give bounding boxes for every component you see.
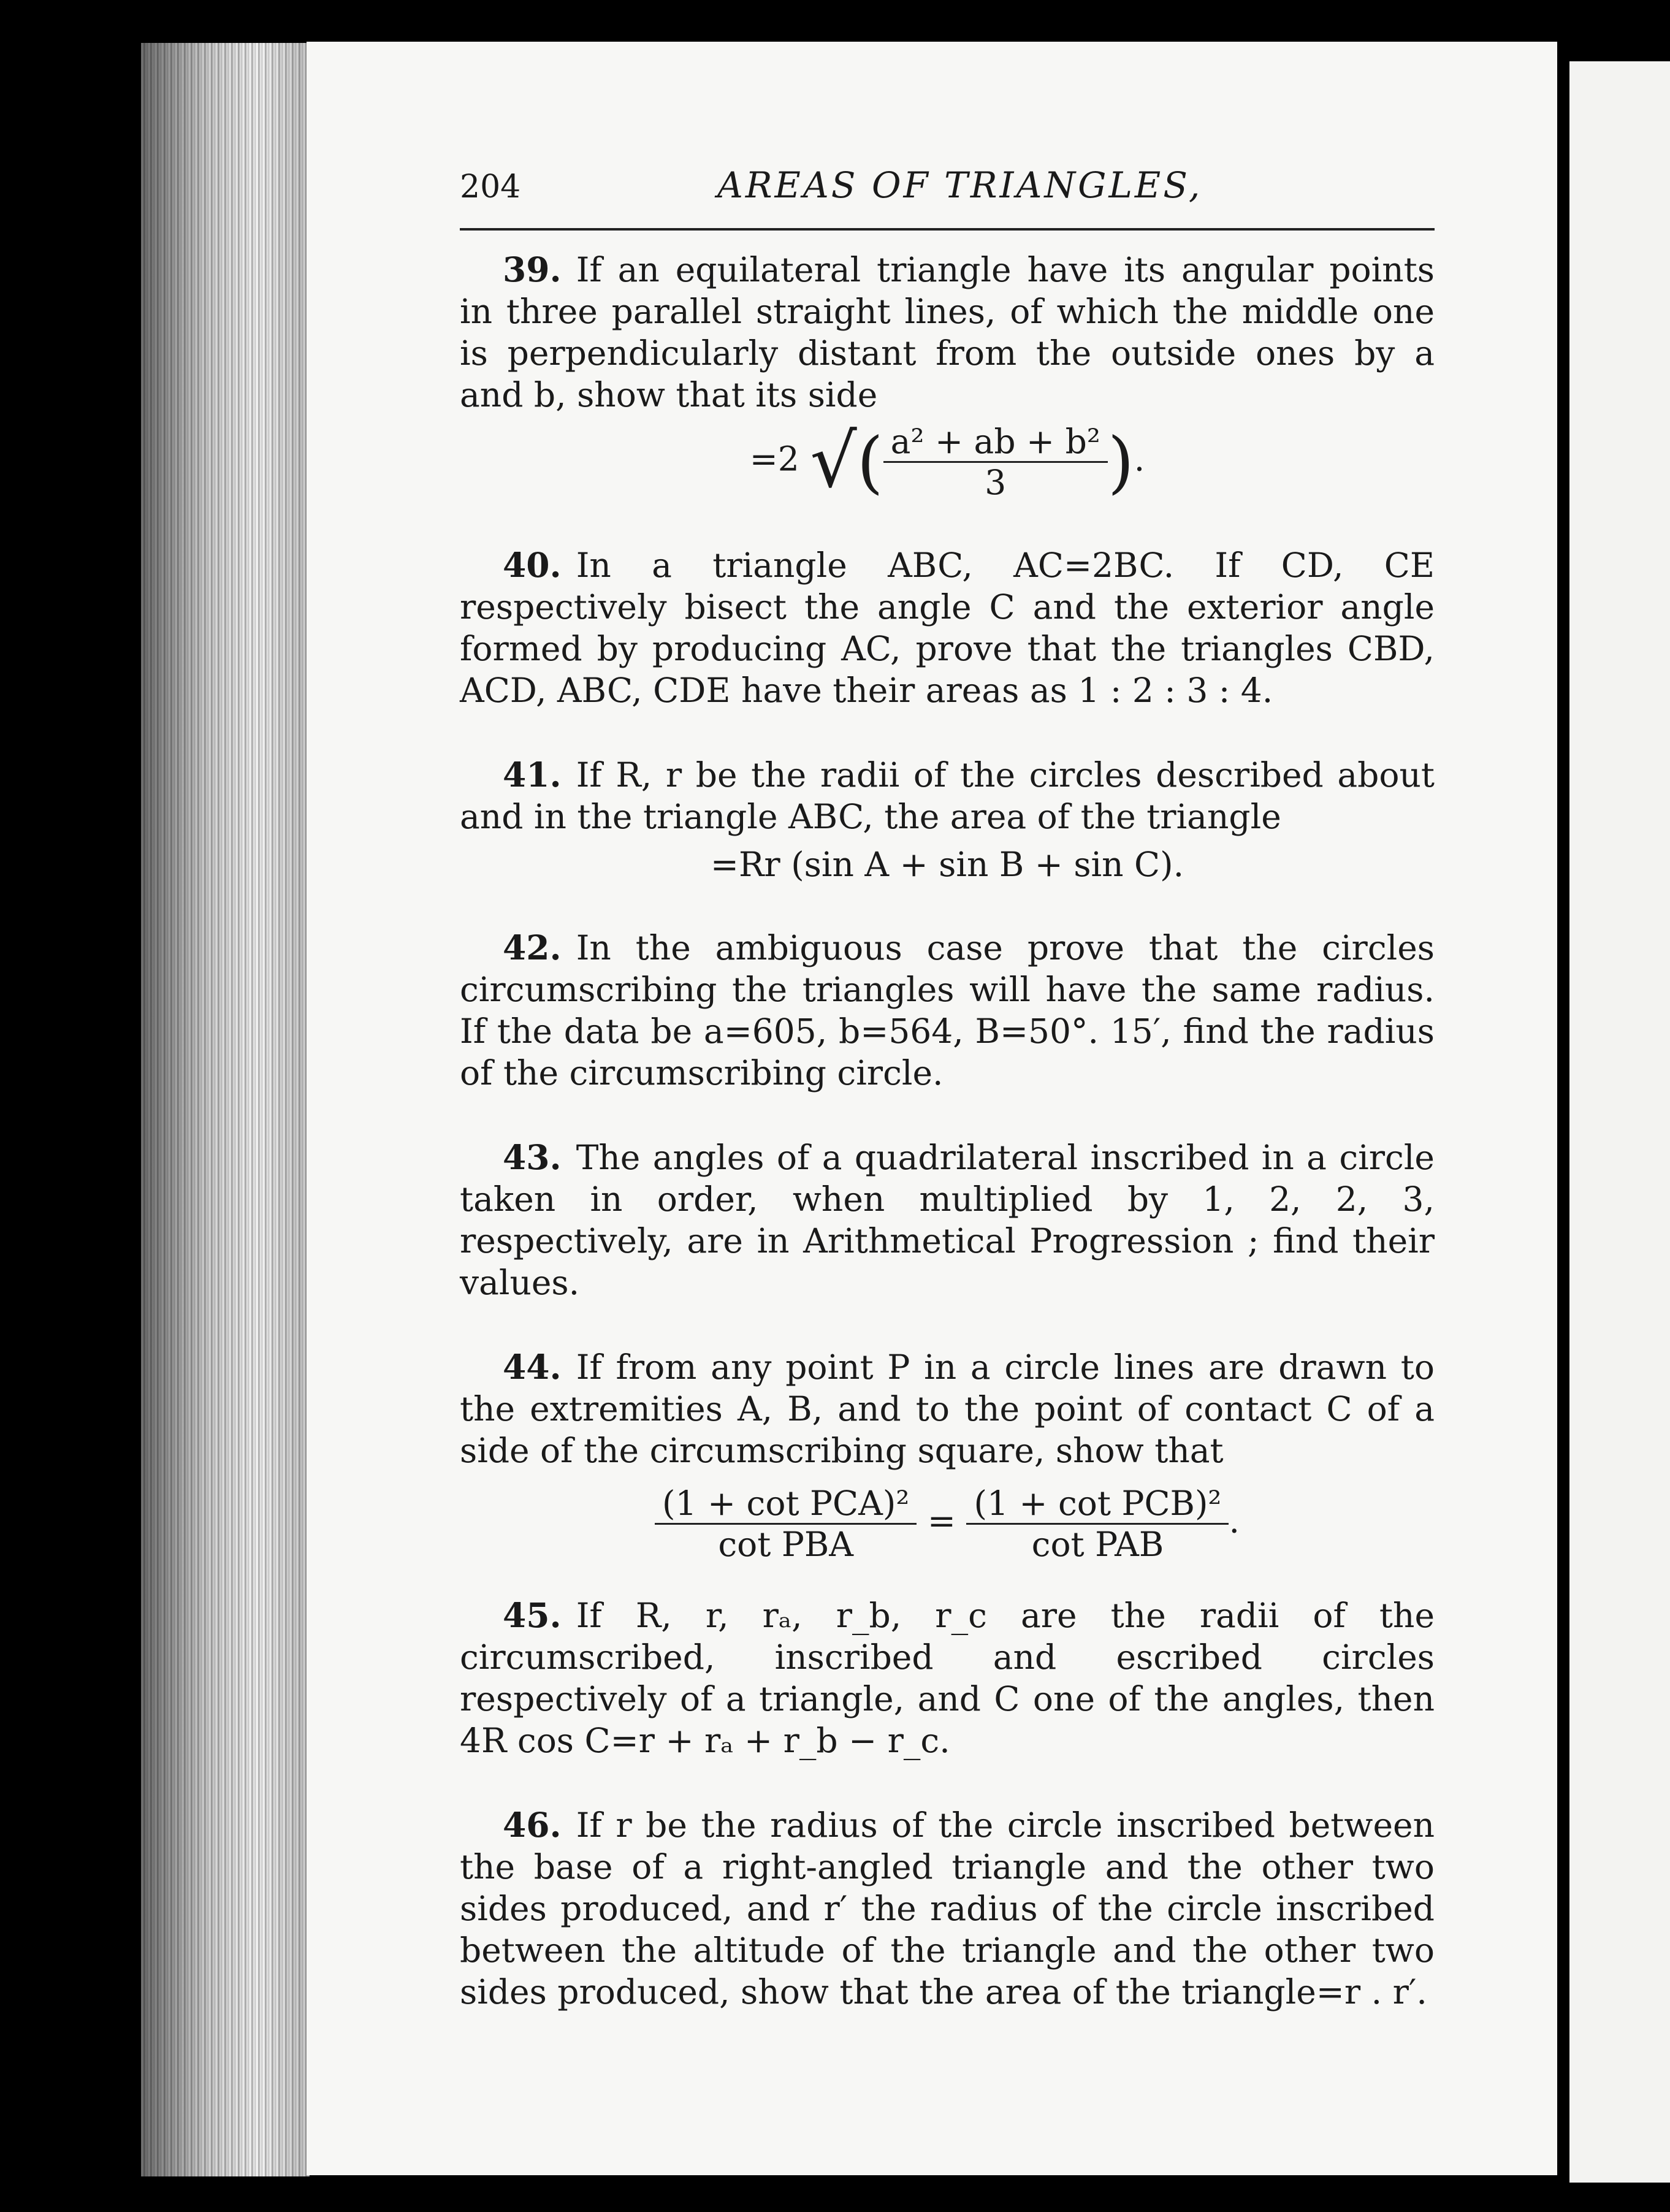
- right-fraction: [966, 1484, 1229, 1564]
- problem-42: [460, 927, 1435, 1094]
- problem-text: If R, r, rₐ, r_b, r_c are the radii of the circumscribed, inscribed and escribed circles respectively of a triangle, and C one of the angles, then 4R cos C=r + rₐ + r_b − r_c.: [460, 1596, 1435, 1760]
- problem-41: [460, 754, 1435, 837]
- problem-text: If R, r be the radii of the circles described about and in the triangle ABC, the area of the triangle: [460, 755, 1435, 836]
- problem-text: If an equilateral triangle have its angular points in three parallel straight lines, of which the middle one is perpendicularly distant from the outside ones by a and b, show that its side: [460, 250, 1435, 414]
- facing-page-edge: [1569, 61, 1670, 2183]
- problem-number: 44.: [503, 1347, 562, 1387]
- problem-text: If from any point P in a circle lines are drawn to the extremities A, B, and to the point of contact C of a side of the circumscribing square, show that: [460, 1348, 1435, 1470]
- formula-prefix: =2: [749, 439, 799, 479]
- formula-39: [460, 419, 1435, 514]
- fraction: [883, 422, 1108, 502]
- problem-number: 45.: [503, 1595, 562, 1635]
- problem-43: [460, 1137, 1435, 1303]
- formula-41: [460, 845, 1435, 884]
- problem-number: 42.: [503, 928, 562, 967]
- problem-46: [460, 1804, 1435, 2013]
- book-page: [307, 42, 1557, 2175]
- book-edge-shadow: [141, 43, 310, 2176]
- close-paren: ): [1107, 422, 1134, 502]
- page-number: 204: [460, 169, 521, 205]
- problem-text: If r be the radius of the circle inscribed between the base of a right-angled triangle and the other two sides produced, and r′ the radius of the circle inscribed between the altitude of the triangle and the other two sides produced, show that the area of the triangle=r . r′.: [460, 1806, 1435, 2012]
- formula-suffix: .: [1134, 439, 1145, 479]
- formula-text: =Rr (sin A + sin B + sin C).: [710, 845, 1184, 884]
- problem-number: 46.: [503, 1805, 562, 1845]
- left-numerator: (1 + cot PCA)²: [655, 1484, 917, 1525]
- problem-44: [460, 1346, 1435, 1471]
- right-denominator: cot PAB: [1031, 1525, 1164, 1564]
- problem-text: In a triangle ABC, AC=2BC. If CD, CE respectively bisect the angle C and the exterior angle formed by producing AC, prove that the triangles CBD, ACD, ABC, CDE have their areas as 1 : 2 : 3 : 4.: [460, 546, 1435, 710]
- equals-sign: =: [927, 1501, 956, 1541]
- chapter-title: AREAS OF TRIANGLES,: [717, 164, 1203, 206]
- open-paren: (: [856, 422, 883, 502]
- problem-number: 40.: [503, 545, 562, 585]
- problem-45: [460, 1595, 1435, 1761]
- page-content: [460, 164, 1453, 2013]
- denominator: 3: [985, 463, 1007, 502]
- running-header: [460, 164, 1453, 213]
- radical-sign: √: [810, 419, 857, 505]
- problem-number: 39.: [503, 250, 562, 289]
- header-rule: [460, 228, 1435, 231]
- problem-40: [460, 544, 1435, 711]
- left-denominator: cot PBA: [718, 1525, 854, 1564]
- formula-suffix: .: [1229, 1501, 1240, 1541]
- left-fraction: [655, 1484, 917, 1564]
- numerator: a² + ab + b²: [883, 422, 1108, 463]
- problem-text: In the ambiguous case prove that the circles circumscribing the triangles will have the same radius. If the data be a=605, b=564, B=50°. 15′, find the radius of the circumscribing circle.: [460, 928, 1435, 1093]
- problem-number: 41.: [503, 755, 562, 795]
- formula-44: [460, 1484, 1435, 1564]
- problem-text: The angles of a quadrilateral inscribed in a circle taken in order, when multiplied by 1, 2, 2, 3, respectively, are in Arithmetical Progression ; find their values.: [460, 1138, 1435, 1302]
- right-numerator: (1 + cot PCB)²: [966, 1484, 1229, 1525]
- problem-39: [460, 249, 1435, 416]
- problem-number: 43.: [503, 1137, 562, 1177]
